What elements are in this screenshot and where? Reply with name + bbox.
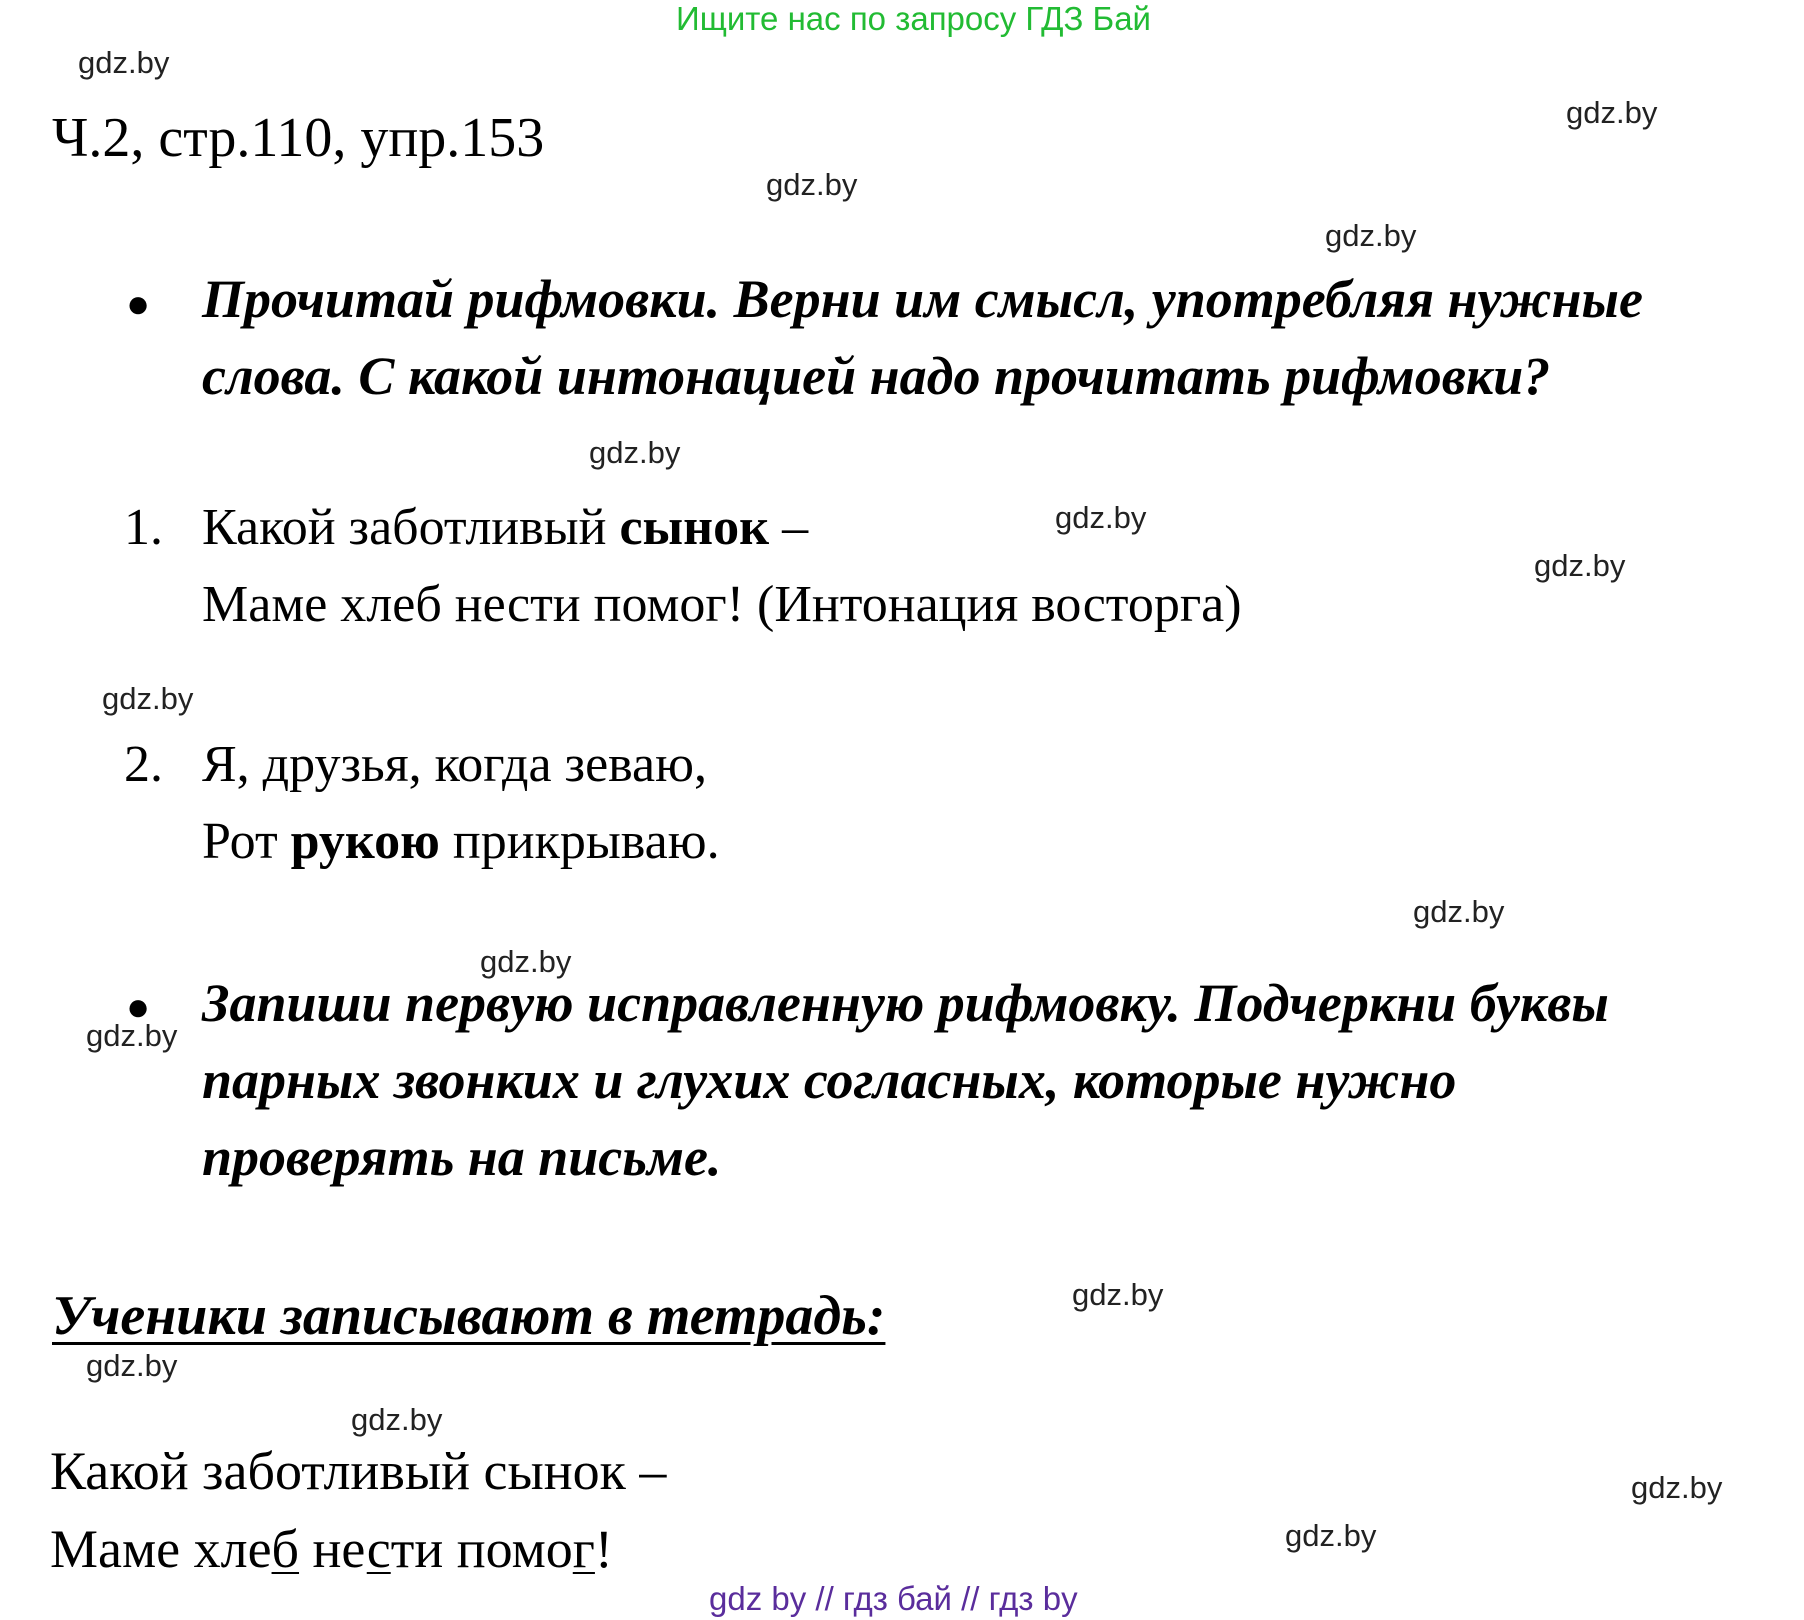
watermark: gdz.by — [1072, 1277, 1164, 1312]
watermark: gdz.by — [480, 944, 572, 979]
answer-line — [50, 1518, 613, 1580]
watermark: gdz.by — [78, 45, 170, 80]
watermark: gdz.by — [351, 1402, 443, 1437]
watermark: gdz.by — [1285, 1518, 1377, 1553]
text: ти помо — [390, 1519, 573, 1579]
task-line: Запиши первую исправленную рифмовку. Подчеркни буквы — [202, 973, 1609, 1033]
answer-heading: Ученики записывают в тетрадь: — [52, 1285, 886, 1347]
text: Какой заботливый — [202, 499, 620, 556]
watermark: gdz.by — [1055, 500, 1147, 535]
task-line: Прочитай рифмовки. Верни им смысл, употребляя нужные — [202, 269, 1643, 329]
rhyme-line — [202, 812, 720, 871]
top-banner: Ищите нас по запросу ГДЗ Бай — [676, 0, 1151, 37]
underlined-letter: г — [572, 1519, 595, 1579]
text: ! — [594, 1519, 613, 1579]
text: Рот — [202, 813, 291, 870]
watermark: gdz.by — [102, 681, 194, 716]
task-instruction — [202, 261, 1643, 415]
list-number: 2. — [124, 736, 163, 793]
bullet-marker: ● — [126, 984, 151, 1029]
watermark: gdz.by — [86, 1018, 178, 1053]
text: не — [299, 1519, 367, 1579]
text: прикрываю. — [439, 813, 720, 870]
bullet-marker: ● — [126, 281, 151, 326]
text: Маме хле — [50, 1519, 272, 1579]
underlined-letter: с — [366, 1519, 391, 1579]
answer-line: Какой заботливый сынок – — [50, 1441, 667, 1501]
watermark: gdz.by — [86, 1348, 178, 1383]
text: – — [769, 499, 809, 556]
task-line: парных звонких и глухих согласных, которые нужно — [202, 1050, 1457, 1110]
watermark: gdz.by — [1631, 1470, 1723, 1505]
rhyme-line — [202, 498, 808, 557]
page-title: Ч.2, стр.110, упр.153 — [52, 107, 545, 169]
watermark: gdz.by — [589, 435, 681, 470]
bold-word: рукою — [290, 813, 440, 870]
watermark: gdz.by — [1413, 894, 1505, 929]
watermark: gdz.by — [766, 167, 858, 202]
rhyme-line: Маме хлеб нести помог! (Интонация восторга) — [202, 576, 1242, 633]
watermark: gdz.by — [1325, 218, 1417, 253]
rhyme-line: Я, друзья, когда зеваю, — [202, 736, 707, 793]
underlined-letter: б — [271, 1519, 300, 1579]
bottom-banner: gdz by // гдз бай // гдз by — [709, 1580, 1078, 1617]
task-line: слова. С какой интонацией надо прочитать рифмовки? — [202, 346, 1551, 406]
list-number: 1. — [124, 499, 163, 556]
task-line: проверять на письме. — [202, 1127, 722, 1187]
watermark: gdz.by — [1534, 548, 1626, 583]
task-instruction — [202, 965, 1609, 1196]
bold-word: сынок — [619, 499, 770, 556]
watermark: gdz.by — [1566, 95, 1658, 130]
